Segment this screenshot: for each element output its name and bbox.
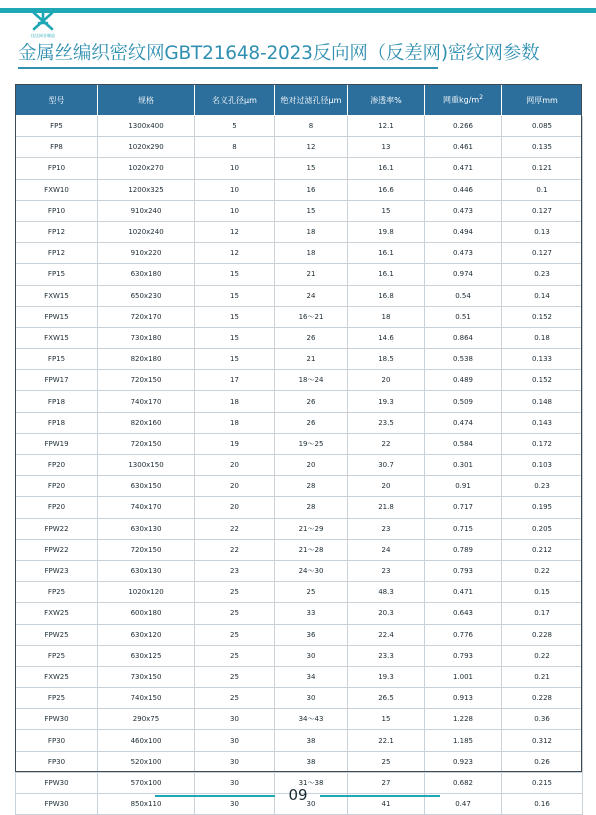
table-cell-spec: 630x125 [98,645,195,666]
page-number: 09 [288,786,308,804]
table-cell-permeability: 18 [348,306,425,327]
table-cell-absolute-filtration: 16 [275,179,348,200]
table-cell-absolute-filtration: 30 [275,688,348,709]
table-cell-weight: 0.489 [425,370,502,391]
table-cell-permeability: 20.3 [348,603,425,624]
table-cell-permeability: 23 [348,518,425,539]
table-row [16,751,583,772]
table-row [16,603,583,624]
page-title: 金属丝编织密纹网GBT21648-2023反向网（反差网)密纹网参数 [18,43,540,64]
table-cell-absolute-filtration: 12 [275,137,348,158]
table-cell-model: FP18 [16,391,98,412]
table-cell-weight: 0.538 [425,349,502,370]
table-cell-model: FP15 [16,349,98,370]
table-cell-model: FPW22 [16,539,98,560]
table-cell-weight: 0.446 [425,179,502,200]
table-cell-weight: 0.301 [425,455,502,476]
table-cell-weight: 0.461 [425,137,502,158]
table-row [16,306,583,327]
table-cell-nominal-aperture: 30 [195,794,275,815]
table-cell-nominal-aperture: 30 [195,751,275,772]
table-cell-model: FXW15 [16,285,98,306]
table-cell-model: FXW25 [16,603,98,624]
table-cell-thickness: 0.195 [502,497,583,518]
table-row [16,666,583,687]
table-cell-thickness: 0.127 [502,200,583,221]
table-cell-nominal-aperture: 23 [195,560,275,581]
column-header-weight [425,85,502,116]
table-cell-permeability: 16.6 [348,179,425,200]
table-cell-spec: 910x240 [98,200,195,221]
table-cell-spec: 1200x325 [98,179,195,200]
table-cell-weight: 1.001 [425,666,502,687]
table-cell-thickness: 0.212 [502,539,583,560]
table-cell-absolute-filtration: 19～25 [275,433,348,454]
table-cell-model: FP8 [16,137,98,158]
table-cell-thickness: 0.18 [502,327,583,348]
table-cell-thickness: 0.228 [502,688,583,709]
table-cell-thickness: 0.228 [502,624,583,645]
table-cell-absolute-filtration: 21～28 [275,539,348,560]
table-cell-absolute-filtration: 15 [275,200,348,221]
table-cell-weight: 0.494 [425,221,502,242]
column-header-absolute-filtration: 绝对过滤孔径μm [275,85,348,116]
table-cell-weight: 0.682 [425,772,502,793]
weight-header-label: 网重kg/m [442,95,480,105]
table-cell-nominal-aperture: 17 [195,370,275,391]
table-row [16,518,583,539]
table-cell-permeability: 23 [348,560,425,581]
table-cell-nominal-aperture: 22 [195,539,275,560]
table-header-row [16,85,583,116]
table-cell-thickness: 0.103 [502,455,583,476]
table-cell-absolute-filtration: 30 [275,645,348,666]
table-cell-thickness: 0.17 [502,603,583,624]
table-cell-permeability: 26.5 [348,688,425,709]
table-cell-spec: 730x150 [98,666,195,687]
table-cell-permeability: 23.5 [348,412,425,433]
table-cell-absolute-filtration: 33 [275,603,348,624]
table-cell-model: FPW23 [16,560,98,581]
table-cell-absolute-filtration: 15 [275,158,348,179]
table-cell-spec: 520x100 [98,751,195,772]
table-cell-nominal-aperture: 10 [195,158,275,179]
table-cell-model: FP20 [16,497,98,518]
table-cell-model: FP12 [16,221,98,242]
table-cell-weight: 0.51 [425,306,502,327]
table-cell-thickness: 0.127 [502,243,583,264]
table-cell-thickness: 0.16 [502,794,583,815]
table-cell-nominal-aperture: 20 [195,476,275,497]
table-cell-absolute-filtration: 26 [275,391,348,412]
table-row [16,560,583,581]
table-cell-absolute-filtration: 28 [275,497,348,518]
table-cell-weight: 0.91 [425,476,502,497]
table-cell-permeability: 14.6 [348,327,425,348]
table-cell-thickness: 0.152 [502,370,583,391]
table-cell-weight: 1.228 [425,709,502,730]
table-cell-model: FP30 [16,730,98,751]
table-row [16,497,583,518]
table-cell-weight: 0.864 [425,327,502,348]
top-accent-bar [0,8,596,13]
table-cell-model: FPW15 [16,306,98,327]
table-cell-thickness: 0.15 [502,582,583,603]
table-cell-thickness: 0.148 [502,391,583,412]
table-cell-model: FPW22 [16,518,98,539]
table-cell-permeability: 25 [348,751,425,772]
table-cell-weight: 0.717 [425,497,502,518]
table-cell-thickness: 0.13 [502,221,583,242]
table-cell-thickness: 0.1 [502,179,583,200]
table-cell-absolute-filtration: 21 [275,264,348,285]
table-cell-nominal-aperture: 5 [195,116,275,137]
column-header-model: 型号 [16,85,98,116]
table-cell-nominal-aperture: 15 [195,285,275,306]
table-cell-permeability: 19.3 [348,666,425,687]
table-cell-spec: 600x180 [98,603,195,624]
table-cell-thickness: 0.21 [502,666,583,687]
table-cell-weight: 0.789 [425,539,502,560]
table-cell-absolute-filtration: 24～30 [275,560,348,581]
table-cell-weight: 0.776 [425,624,502,645]
table-cell-nominal-aperture: 20 [195,497,275,518]
table-cell-absolute-filtration: 36 [275,624,348,645]
table-cell-permeability: 16.1 [348,264,425,285]
table-cell-weight: 0.509 [425,391,502,412]
table-cell-weight: 0.474 [425,412,502,433]
table-cell-absolute-filtration: 8 [275,116,348,137]
table-cell-permeability: 15 [348,709,425,730]
table-row [16,709,583,730]
table-cell-model: FXW15 [16,327,98,348]
table-cell-nominal-aperture: 25 [195,666,275,687]
table-cell-spec: 720x150 [98,370,195,391]
table-cell-permeability: 22 [348,433,425,454]
table-cell-absolute-filtration: 38 [275,751,348,772]
table-cell-spec: 630x150 [98,476,195,497]
table-cell-permeability: 16.1 [348,158,425,179]
table-cell-thickness: 0.36 [502,709,583,730]
table-cell-nominal-aperture: 15 [195,264,275,285]
table-cell-absolute-filtration: 34～43 [275,709,348,730]
table-cell-spec: 720x170 [98,306,195,327]
table-cell-absolute-filtration: 20 [275,455,348,476]
table-cell-permeability: 20 [348,476,425,497]
table-cell-spec: 570x100 [98,772,195,793]
table-cell-weight: 0.923 [425,751,502,772]
table-cell-spec: 630x120 [98,624,195,645]
table-cell-permeability: 19.3 [348,391,425,412]
table-cell-spec: 720x150 [98,539,195,560]
table-cell-nominal-aperture: 25 [195,645,275,666]
table-cell-nominal-aperture: 22 [195,518,275,539]
table-cell-spec: 730x180 [98,327,195,348]
table-row [16,221,583,242]
table-cell-weight: 0.974 [425,264,502,285]
table-cell-model: FPW19 [16,433,98,454]
table-cell-nominal-aperture: 25 [195,582,275,603]
table-row [16,645,583,666]
table-cell-nominal-aperture: 12 [195,243,275,264]
table-row [16,455,583,476]
table-cell-absolute-filtration: 16～21 [275,306,348,327]
table-cell-permeability: 15 [348,200,425,221]
table-cell-spec: 740x150 [98,688,195,709]
table-row [16,200,583,221]
table-cell-absolute-filtration: 24 [275,285,348,306]
table-cell-thickness: 0.14 [502,285,583,306]
table-cell-absolute-filtration: 38 [275,730,348,751]
table-cell-nominal-aperture: 30 [195,709,275,730]
table-row [16,624,583,645]
table-cell-weight: 0.54 [425,285,502,306]
column-header-nominal-aperture: 名义孔径μm [195,85,275,116]
table-cell-model: FPW17 [16,370,98,391]
table-cell-nominal-aperture: 8 [195,137,275,158]
column-header-spec: 规格 [98,85,195,116]
table-cell-weight: 0.471 [425,582,502,603]
table-cell-spec: 630x130 [98,518,195,539]
table-cell-nominal-aperture: 12 [195,221,275,242]
table-cell-nominal-aperture: 15 [195,306,275,327]
table-cell-spec: 630x130 [98,560,195,581]
table-cell-weight: 0.473 [425,200,502,221]
table-cell-thickness: 0.22 [502,560,583,581]
table-cell-nominal-aperture: 18 [195,412,275,433]
table-cell-nominal-aperture: 30 [195,772,275,793]
table-cell-thickness: 0.143 [502,412,583,433]
table-row [16,243,583,264]
table-cell-thickness: 0.215 [502,772,583,793]
table-cell-weight: 0.471 [425,158,502,179]
table-cell-permeability: 22.1 [348,730,425,751]
column-header-thickness: 网厚mm [502,85,583,116]
table-row [16,433,583,454]
table-cell-permeability: 21.8 [348,497,425,518]
table-cell-absolute-filtration: 30 [275,794,348,815]
table-cell-nominal-aperture: 25 [195,624,275,645]
table-cell-absolute-filtration: 21 [275,349,348,370]
table-cell-weight: 0.793 [425,560,502,581]
table-cell-model: FP20 [16,455,98,476]
table-row [16,179,583,200]
table-cell-nominal-aperture: 15 [195,349,275,370]
table-cell-thickness: 0.312 [502,730,583,751]
table-cell-spec: 850x110 [98,794,195,815]
table-cell-nominal-aperture: 20 [195,455,275,476]
table-cell-spec: 820x180 [98,349,195,370]
table-cell-model: FP15 [16,264,98,285]
table-cell-thickness: 0.23 [502,264,583,285]
table-cell-spec: 1300x150 [98,455,195,476]
table-cell-spec: 820x160 [98,412,195,433]
table-cell-permeability: 27 [348,772,425,793]
table-cell-model: FPW25 [16,624,98,645]
table-cell-absolute-filtration: 28 [275,476,348,497]
company-logo [22,9,64,43]
logo-text: 佳达网业制造 [31,33,55,38]
table-row [16,285,583,306]
table-cell-absolute-filtration: 34 [275,666,348,687]
table-cell-weight: 1.185 [425,730,502,751]
table-cell-permeability: 48.3 [348,582,425,603]
table-row [16,137,583,158]
table-row [16,370,583,391]
table-row [16,688,583,709]
table-cell-nominal-aperture: 25 [195,688,275,709]
table-cell-nominal-aperture: 15 [195,327,275,348]
table-row [16,476,583,497]
table-cell-nominal-aperture: 10 [195,179,275,200]
table-cell-nominal-aperture: 10 [195,200,275,221]
table-row [16,582,583,603]
table-cell-nominal-aperture: 25 [195,603,275,624]
table-cell-model: FP25 [16,645,98,666]
table-cell-spec: 1020x290 [98,137,195,158]
table-cell-absolute-filtration: 18～24 [275,370,348,391]
table-cell-model: FPW30 [16,709,98,730]
table-cell-permeability: 13 [348,137,425,158]
table-cell-absolute-filtration: 21～29 [275,518,348,539]
table-cell-spec: 1020x240 [98,221,195,242]
table-cell-model: FP10 [16,200,98,221]
table-cell-model: FXW10 [16,179,98,200]
title-underline [18,67,438,69]
table-cell-spec: 720x150 [98,433,195,454]
table-cell-model: FPW30 [16,772,98,793]
table-cell-thickness: 0.26 [502,751,583,772]
table-cell-model: FP25 [16,582,98,603]
table-cell-spec: 650x230 [98,285,195,306]
table-cell-thickness: 0.121 [502,158,583,179]
table-cell-model: FP12 [16,243,98,264]
table-cell-thickness: 0.23 [502,476,583,497]
table-cell-model: FP5 [16,116,98,137]
table-cell-weight: 0.584 [425,433,502,454]
logo-mark-icon [30,9,56,33]
table-cell-model: FP25 [16,688,98,709]
table-cell-thickness: 0.085 [502,116,583,137]
table-cell-permeability: 41 [348,794,425,815]
table-cell-absolute-filtration: 25 [275,582,348,603]
table-cell-weight: 0.715 [425,518,502,539]
table-row [16,539,583,560]
table-cell-permeability: 20 [348,370,425,391]
table-cell-spec: 1020x120 [98,582,195,603]
table-cell-weight: 0.643 [425,603,502,624]
table-cell-spec: 740x170 [98,391,195,412]
table-cell-weight: 0.793 [425,645,502,666]
table-cell-nominal-aperture: 30 [195,730,275,751]
table-cell-model: FP18 [16,412,98,433]
table-row [16,391,583,412]
table-cell-thickness: 0.205 [502,518,583,539]
footer-line-left [155,795,275,797]
table-cell-nominal-aperture: 19 [195,433,275,454]
table-row [16,116,583,137]
table-cell-absolute-filtration: 26 [275,327,348,348]
parameter-table [15,84,583,815]
footer-line-right [320,795,440,797]
table-cell-model: FPW30 [16,794,98,815]
table-cell-permeability: 16.8 [348,285,425,306]
table-row [16,264,583,285]
table-cell-thickness: 0.133 [502,349,583,370]
table-cell-permeability: 24 [348,539,425,560]
table-cell-spec: 1300x400 [98,116,195,137]
table-cell-permeability: 16.1 [348,243,425,264]
table-cell-nominal-aperture: 18 [195,391,275,412]
table-cell-permeability: 12.1 [348,116,425,137]
table-cell-spec: 740x170 [98,497,195,518]
table-cell-permeability: 22.4 [348,624,425,645]
table-cell-thickness: 0.22 [502,645,583,666]
column-header-permeability: 渗透率% [348,85,425,116]
table-cell-spec: 290x75 [98,709,195,730]
table-cell-model: FP10 [16,158,98,179]
table-cell-thickness: 0.172 [502,433,583,454]
table-cell-permeability: 30.7 [348,455,425,476]
parameter-table-container [15,84,582,815]
table-cell-weight: 0.266 [425,116,502,137]
table-cell-spec: 910x220 [98,243,195,264]
table-cell-spec: 630x180 [98,264,195,285]
table-row [16,158,583,179]
table-row [16,349,583,370]
table-cell-model: FP30 [16,751,98,772]
table-cell-absolute-filtration: 26 [275,412,348,433]
table-row [16,412,583,433]
table-cell-weight: 0.473 [425,243,502,264]
table-cell-thickness: 0.152 [502,306,583,327]
table-cell-absolute-filtration: 31～38 [275,772,348,793]
table-cell-spec: 460x100 [98,730,195,751]
table-cell-permeability: 19.8 [348,221,425,242]
table-cell-permeability: 23.3 [348,645,425,666]
table-cell-model: FP20 [16,476,98,497]
table-cell-absolute-filtration: 18 [275,243,348,264]
table-row [16,327,583,348]
table-cell-thickness: 0.135 [502,137,583,158]
table-cell-model: FXW25 [16,666,98,687]
table-row [16,730,583,751]
table-cell-permeability: 18.5 [348,349,425,370]
table-cell-weight: 0.913 [425,688,502,709]
weight-header-superscript: 2 [479,94,484,102]
table-cell-spec: 1020x270 [98,158,195,179]
table-body [16,116,583,815]
table-cell-absolute-filtration: 18 [275,221,348,242]
table-cell-weight: 0.47 [425,794,502,815]
